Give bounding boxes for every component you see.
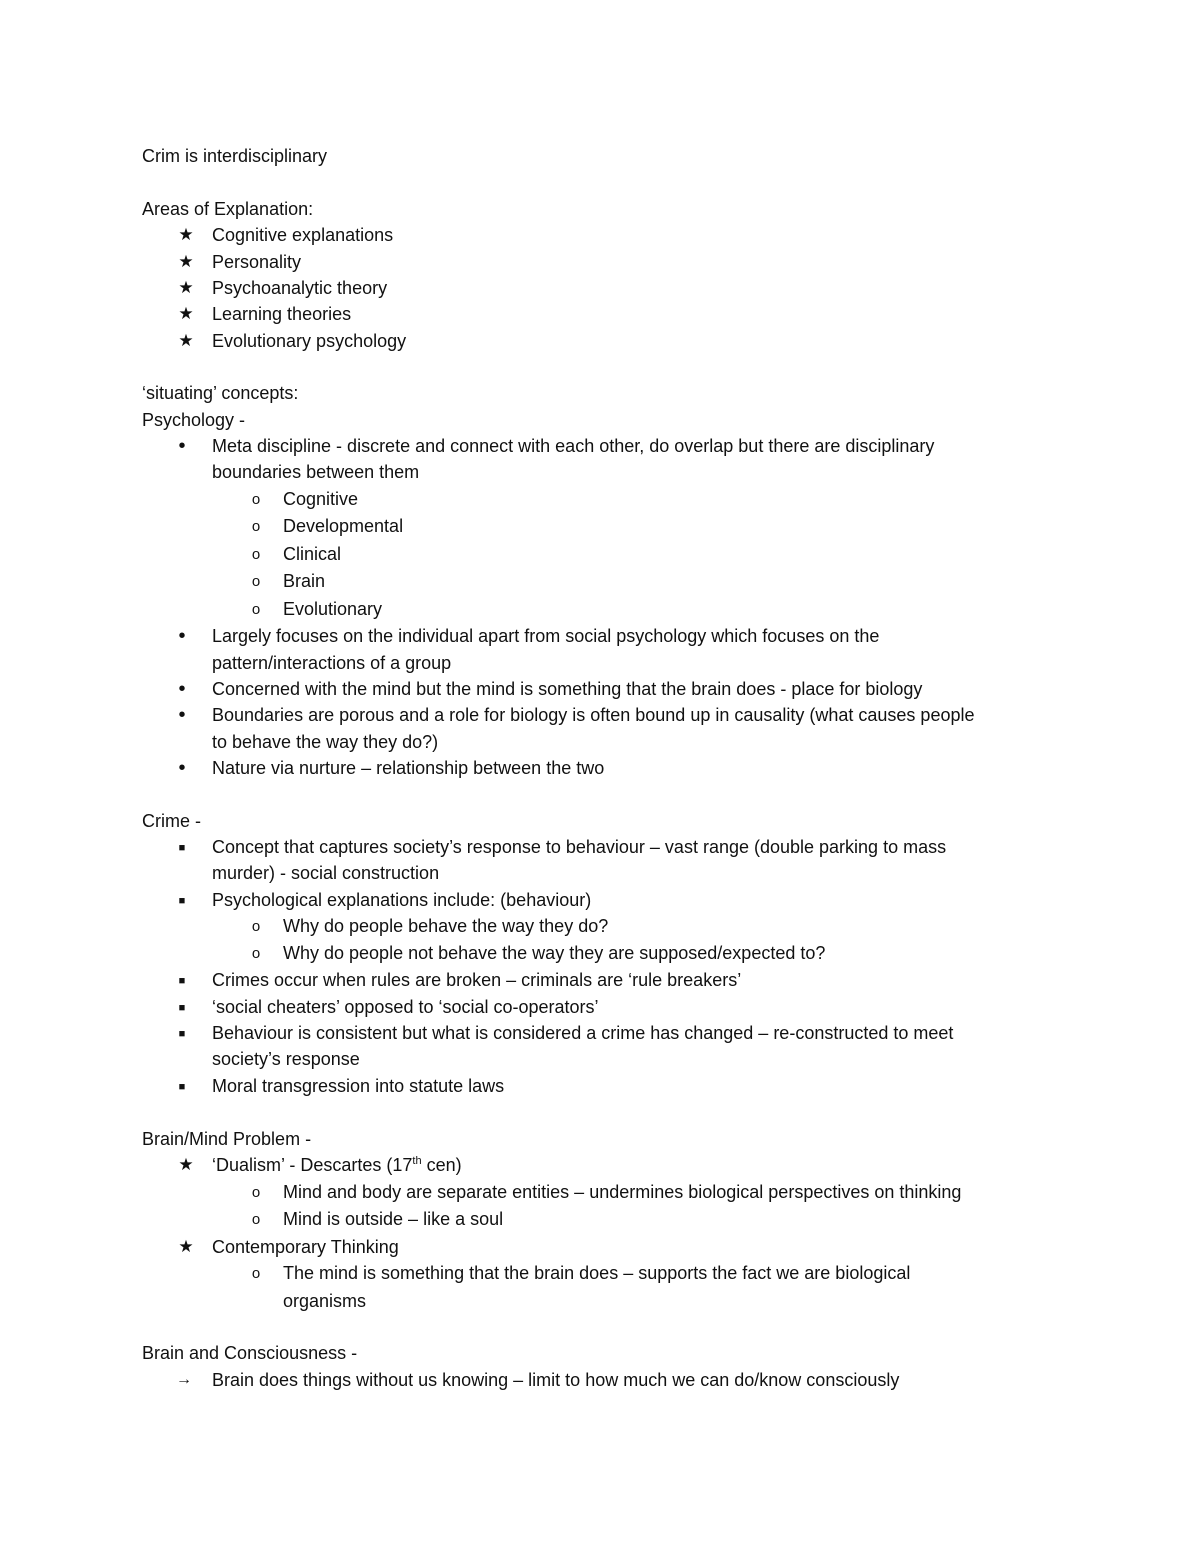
circle-bullet-icon: o bbox=[251, 1265, 261, 1282]
psychology-subfield: Brain bbox=[283, 571, 326, 591]
psychology-subfield: Clinical bbox=[283, 544, 342, 564]
circle-bullet-icon: o bbox=[251, 573, 261, 590]
dualism-superscript: th bbox=[412, 1155, 422, 1167]
round-bullet-icon: • bbox=[178, 625, 186, 647]
dualism-suffix: cen) bbox=[421, 1155, 462, 1175]
circle-bullet-icon: o bbox=[251, 491, 261, 508]
moral-line: Moral transgression into statute laws bbox=[212, 1076, 505, 1096]
square-bullet-icon: ■ bbox=[178, 1002, 186, 1014]
round-bullet-icon: • bbox=[178, 435, 186, 457]
psychology-subfield: Cognitive bbox=[283, 489, 359, 509]
boundaries-line1: Boundaries are porous and a role for biology is often bound up in causality (what causes people bbox=[212, 705, 975, 725]
rules-line: Crimes occur when rules are broken – criminals are ‘rule breakers’ bbox=[212, 970, 742, 990]
concerned-line: Concerned with the mind but the mind is something that the brain does - place for biology bbox=[212, 679, 923, 699]
circle-bullet-icon: o bbox=[251, 1211, 261, 1228]
psychology-subfield: Developmental bbox=[283, 516, 404, 536]
crime-heading: Crime - bbox=[142, 811, 201, 831]
contemporary-sub-line2: organisms bbox=[283, 1291, 367, 1311]
largely-focuses-line2: pattern/interactions of a group bbox=[212, 653, 452, 673]
contemporary-line: Contemporary Thinking bbox=[212, 1237, 399, 1257]
dualism-sub-line: Mind and body are separate entities – undermines biological perspectives on thinking bbox=[283, 1182, 962, 1202]
star-bullet-icon: ★ bbox=[178, 331, 194, 350]
concept-line1: Concept that captures society’s response to behaviour – vast range (double parking to mass bbox=[212, 837, 947, 857]
meta-discipline-line1: Meta discipline - discrete and connect with each other, do overlap but there are disciplinary bbox=[212, 436, 935, 456]
psychology-heading: Psychology - bbox=[142, 410, 246, 430]
dualism-sub-line: Mind is outside – like a soul bbox=[283, 1209, 504, 1229]
situating-heading: ‘situating’ concepts: bbox=[142, 383, 299, 403]
contemporary-sub-line1: The mind is something that the brain does – supports the fact we are biological bbox=[283, 1263, 911, 1283]
areas-heading: Areas of Explanation: bbox=[142, 199, 314, 219]
circle-bullet-icon: o bbox=[251, 1184, 261, 1201]
round-bullet-icon: • bbox=[178, 757, 186, 779]
star-bullet-icon: ★ bbox=[178, 1237, 194, 1256]
circle-bullet-icon: o bbox=[251, 518, 261, 535]
square-bullet-icon: ■ bbox=[178, 895, 186, 907]
star-bullet-icon: ★ bbox=[178, 252, 194, 271]
largely-focuses-line1: Largely focuses on the individual apart from social psychology which focuses on the bbox=[212, 626, 880, 646]
dualism-text: ‘Dualism’ - Descartes (17 bbox=[212, 1155, 413, 1175]
circle-bullet-icon: o bbox=[251, 918, 261, 935]
square-bullet-icon: ■ bbox=[178, 1028, 186, 1040]
circle-bullet-icon: o bbox=[251, 945, 261, 962]
areas-item: Learning theories bbox=[212, 304, 352, 324]
star-bullet-icon: ★ bbox=[178, 278, 194, 297]
circle-bullet-icon: o bbox=[251, 601, 261, 618]
document-title: Crim is interdisciplinary bbox=[142, 146, 328, 166]
boundaries-line2: to behave the way they do?) bbox=[212, 732, 439, 752]
why-behave-line: Why do people behave the way they do? bbox=[283, 916, 609, 936]
square-bullet-icon: ■ bbox=[178, 1081, 186, 1093]
cheaters-line: ‘social cheaters’ opposed to ‘social co-operators’ bbox=[212, 997, 599, 1017]
why-not-behave-line: Why do people not behave the way they are supposed/expected to? bbox=[283, 943, 826, 963]
behaviour-line2: society’s response bbox=[212, 1049, 360, 1069]
star-bullet-icon: ★ bbox=[178, 304, 194, 323]
star-bullet-icon: ★ bbox=[178, 225, 194, 244]
round-bullet-icon: • bbox=[178, 704, 186, 726]
consciousness-line: Brain does things without us knowing – limit to how much we can do/know consciously bbox=[212, 1370, 900, 1390]
areas-item: Psychoanalytic theory bbox=[212, 278, 388, 298]
star-bullet-icon: ★ bbox=[178, 1155, 194, 1174]
square-bullet-icon: ■ bbox=[178, 975, 186, 987]
round-bullet-icon: • bbox=[178, 678, 186, 700]
consciousness-heading: Brain and Consciousness - bbox=[142, 1343, 358, 1363]
behaviour-line1: Behaviour is consistent but what is considered a crime has changed – re-constructed to meet bbox=[212, 1023, 954, 1043]
areas-item: Personality bbox=[212, 252, 302, 272]
areas-item: Evolutionary psychology bbox=[212, 331, 407, 351]
psychology-subfield: Evolutionary bbox=[283, 599, 383, 619]
brain-mind-heading: Brain/Mind Problem - bbox=[142, 1129, 312, 1149]
meta-discipline-line2: boundaries between them bbox=[212, 462, 420, 482]
concept-line2: murder) - social construction bbox=[212, 863, 440, 883]
square-bullet-icon: ■ bbox=[178, 842, 186, 854]
arrow-bullet-icon: → bbox=[176, 1371, 192, 1388]
dualism-line bbox=[212, 1154, 462, 1176]
psych-explanations-line: Psychological explanations include: (behaviour) bbox=[212, 890, 592, 910]
nature-line: Nature via nurture – relationship between the two bbox=[212, 758, 605, 778]
circle-bullet-icon: o bbox=[251, 546, 261, 563]
areas-item: Cognitive explanations bbox=[212, 225, 394, 245]
